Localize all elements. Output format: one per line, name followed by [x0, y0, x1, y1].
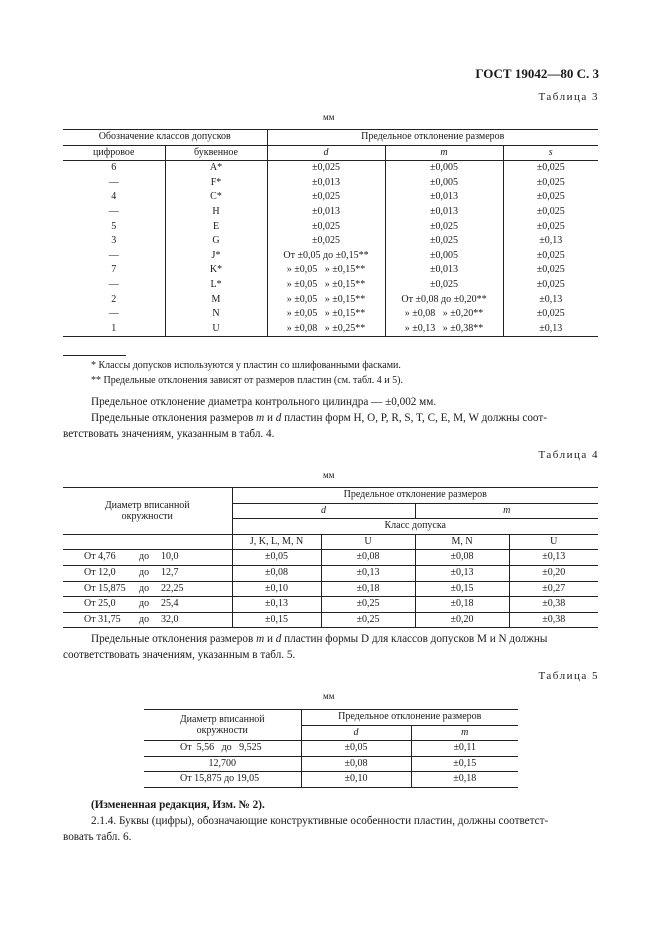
table3-cell-dev-s: ±0,025 [536, 176, 565, 188]
table3-cell-dev-d: » ±0,08 » ±0,25** [267, 322, 385, 337]
table4-cell-deviation: ±0,15 [415, 581, 509, 597]
table3-cell-dev-m: От ±0,08 до ±0,20** [385, 293, 503, 308]
table5-cell-diameter: 12,700 [144, 756, 301, 772]
table3-header-m: m [385, 145, 503, 161]
table3-cell-letter-class: L* [165, 278, 267, 293]
table3-cell-dev-s: ±0,025 [536, 278, 565, 290]
table3-row [63, 263, 598, 278]
table3-cell-dev-d: » ±0,05 » ±0,15** [267, 293, 385, 308]
table4-cell-deviation: ±0,25 [321, 597, 415, 613]
table3-cell-letter-class: F* [165, 176, 267, 191]
table3-cell-numeric-class: 2 [63, 293, 165, 308]
table3-cell-dev-d: ±0,013 [267, 205, 385, 220]
table3-cell-dev-m: ±0,025 [385, 234, 503, 249]
table3-cell-dev-s: ±0,025 [536, 249, 565, 261]
table4-header-blank [63, 534, 232, 550]
table4-unit: мм [323, 470, 335, 480]
table4-cell-deviation: ±0,13 [232, 597, 321, 613]
table4-row [63, 612, 598, 628]
table3-cell-numeric-class: 5 [63, 220, 165, 235]
table3-cell-dev-s: ±0,025 [536, 308, 565, 320]
table3-cell-dev-s: ±0,025 [536, 205, 565, 217]
table4-header-class-jklmn: J, K, L, M, N [232, 534, 321, 550]
table4-cell-deviation: ±0,18 [415, 597, 509, 613]
table4-cell-deviation: ±0,08 [232, 565, 321, 581]
table3-cell-dev-m: ±0,025 [385, 278, 503, 293]
table4-header-diameter-line2: окружности [121, 510, 173, 522]
table4-row [63, 550, 598, 566]
table4-header-diameter-line1: Диаметр вписанной [104, 499, 190, 511]
table4-range-toval: 22,25 [161, 582, 184, 594]
table4-cell-deviation: ±0,13 [415, 565, 509, 581]
table3-cell-letter-class: U [165, 322, 267, 337]
table3-cell-letter-class: H [165, 205, 267, 220]
table3-row [63, 293, 598, 308]
table4-range-to: до [139, 582, 150, 594]
table3-row [63, 307, 598, 322]
table5-cell-deviation: ±0,08 [301, 756, 411, 772]
table4-cell-deviation: ±0,08 [321, 550, 415, 566]
paragraph-2-1-4-line1: 2.1.4. Буквы (цифры), обозначающие конструктивные особенности пластин, должны соответст- [91, 815, 549, 827]
table3-row [63, 161, 598, 176]
table3-cell-numeric-class: — [63, 249, 165, 264]
table4-range-from: От 4,76 [84, 551, 116, 563]
table3-cell-numeric-class: 6 [63, 161, 165, 176]
table3-cell-numeric-class: — [63, 278, 165, 293]
table4-cell-diameter-range [63, 612, 232, 628]
table4-cell-diameter-range [63, 597, 232, 613]
table3-cell-dev-s: ±0,025 [536, 220, 565, 232]
table4-cell-deviation: ±0,20 [415, 612, 509, 628]
table3-header-classes: Обозначение классов допусков [63, 130, 267, 146]
table3-cell-numeric-class: — [63, 307, 165, 322]
table3-row [63, 278, 598, 293]
table3-cell-dev-s: ±0,13 [539, 322, 563, 334]
table4-header-class: Класс допуска [384, 520, 446, 532]
table3-cell-letter-class: N [165, 307, 267, 322]
table4-range-from: От 12,0 [84, 566, 116, 578]
table3-cell-numeric-class: 7 [63, 263, 165, 278]
edition-note: (Измененная редакция, Изм. № 2). [91, 799, 265, 811]
table5-cell-deviation: ±0,18 [453, 773, 477, 785]
paragraph-form-d-line2: соответствовать значениям, указанным в табл. 5. [63, 649, 296, 661]
paragraph-cylinder: Предельное отклонение диаметра контрольного цилиндра — ±0,002 мм. [91, 396, 437, 408]
table5 [144, 709, 518, 788]
table3-cell-dev-d: » ±0,05 » ±0,15** [267, 307, 385, 322]
table4-header-deviation: Предельное отклонение размеров [232, 488, 598, 504]
table4-range-from: От 15,875 [84, 582, 126, 594]
table3-cell-dev-s: ±0,13 [539, 293, 563, 305]
table4-cell-deviation: ±0,05 [232, 550, 321, 566]
table3-header-s: s [548, 146, 553, 158]
table3-cell-dev-m: » ±0,13 » ±0,38** [385, 322, 503, 337]
table5-cell-deviation: ±0,05 [301, 741, 411, 757]
table3-cell-dev-d: ±0,025 [267, 161, 385, 176]
table3-cell-numeric-class: 1 [63, 322, 165, 337]
table3-row [63, 220, 598, 235]
table3-row [63, 234, 598, 249]
paragraph-form-d-line1: Предельные отклонения размеров m и d пластин формы D для классов допусков M и N должны [91, 633, 548, 645]
table4 [63, 487, 598, 628]
table3-cell-dev-m: ±0,005 [385, 176, 503, 191]
table4-cell-deviation: ±0,10 [232, 581, 321, 597]
table4-range-toval: 10,0 [161, 551, 179, 563]
table3-cell-letter-class: A* [165, 161, 267, 176]
table4-cell-deviation: ±0,08 [415, 550, 509, 566]
table3-cell-numeric-class: — [63, 205, 165, 220]
paragraph-2-1-4-line2: вовать табл. 6. [63, 831, 132, 843]
table3-cell-letter-class: E [165, 220, 267, 235]
table5-body [144, 741, 518, 788]
table3-cell-numeric-class: 4 [63, 190, 165, 205]
table3-row [63, 249, 598, 264]
table5-label: Таблица 5 [538, 670, 599, 682]
table5-cell-diameter: От 5,56 до 9,525 [144, 741, 301, 757]
table3-cell-numeric-class: 3 [63, 234, 165, 249]
table4-cell-diameter-range [63, 550, 232, 566]
table4-range-toval: 32,0 [161, 613, 179, 625]
table4-header-class-mn: M, N [415, 534, 509, 550]
table3-cell-dev-s: ±0,025 [536, 264, 565, 276]
table5-header-d: d [301, 725, 411, 741]
table4-cell-deviation: ±0,13 [542, 551, 566, 563]
table3-row [63, 176, 598, 191]
table4-cell-diameter-range [63, 581, 232, 597]
table3-cell-letter-class: K* [165, 263, 267, 278]
table3-header-letter: буквенное [165, 145, 267, 161]
table3-cell-dev-m: ±0,005 [385, 249, 503, 264]
paragraph-forms-line2: ветствовать значениям, указанным в табл. 4. [63, 428, 275, 440]
table4-row [63, 581, 598, 597]
table5-header-diameter-line1: Диаметр вписанной [179, 714, 265, 726]
table3-label: Таблица 3 [538, 91, 599, 103]
table3-cell-letter-class: G [165, 234, 267, 249]
table4-cell-deviation: ±0,18 [321, 581, 415, 597]
table4-range-from: От 25,0 [84, 598, 116, 610]
table3 [63, 129, 598, 337]
table4-range-to: до [139, 613, 150, 625]
table3-cell-dev-d: ±0,025 [267, 220, 385, 235]
table3-cell-dev-m: » ±0,08 » ±0,20** [385, 307, 503, 322]
table3-cell-letter-class: J* [165, 249, 267, 264]
table3-cell-letter-class: C* [165, 190, 267, 205]
footnote-1: * Классы допусков используются у пластин со шлифованными фасками. [91, 360, 401, 371]
table3-cell-dev-m: ±0,013 [385, 263, 503, 278]
table4-label: Таблица 4 [538, 449, 599, 461]
table3-header-deviation: Предельное отклонение размеров [361, 131, 505, 142]
table3-row [63, 205, 598, 220]
table3-cell-dev-d: » ±0,05 » ±0,15** [267, 278, 385, 293]
table3-cell-letter-class: M [165, 293, 267, 308]
table4-header-class-u-d: U [321, 534, 415, 550]
table4-row [63, 565, 598, 581]
table4-cell-deviation: ±0,38 [542, 598, 566, 610]
table4-cell-diameter-range [63, 565, 232, 581]
table3-cell-dev-s: ±0,025 [536, 162, 565, 174]
table3-unit: мм [323, 112, 335, 122]
footnote-2: ** Предельные отклонения зависят от размеров пластин (см. табл. 4 и 5). [91, 375, 403, 386]
table4-cell-deviation: ±0,13 [321, 565, 415, 581]
table4-cell-deviation: ±0,15 [232, 612, 321, 628]
table3-cell-dev-s: ±0,025 [536, 191, 565, 203]
table3-row [63, 190, 598, 205]
table4-range-from: От 31,75 [84, 613, 121, 625]
table3-cell-dev-d: От ±0,05 до ±0,15** [267, 249, 385, 264]
table5-row [144, 772, 518, 788]
table3-cell-dev-d: ±0,013 [267, 176, 385, 191]
table4-header-d: d [232, 503, 415, 519]
table3-cell-dev-m: ±0,013 [385, 190, 503, 205]
table3-cell-dev-d: » ±0,05 » ±0,15** [267, 263, 385, 278]
table5-cell-diameter: От 15,875 до 19,05 [144, 772, 301, 788]
table3-cell-dev-m: ±0,025 [385, 220, 503, 235]
table5-header-diameter-line2: окружности [196, 725, 248, 737]
table3-body [63, 161, 598, 337]
table3-cell-dev-d: ±0,025 [267, 234, 385, 249]
table3-cell-dev-s: ±0,13 [539, 235, 563, 247]
table5-cell-deviation: ±0,11 [453, 742, 477, 754]
table4-cell-deviation: ±0,38 [542, 613, 566, 625]
table4-range-toval: 25,4 [161, 598, 179, 610]
table4-body [63, 550, 598, 628]
table3-header-numeric: цифровое [63, 145, 165, 161]
table5-cell-deviation: ±0,15 [453, 757, 477, 769]
table3-cell-dev-m: ±0,005 [385, 161, 503, 176]
table3-cell-numeric-class: — [63, 176, 165, 191]
table4-cell-deviation: ±0,25 [321, 612, 415, 628]
table4-range-to: до [139, 566, 150, 578]
table5-header-deviation: Предельное отклонение размеров [301, 710, 518, 726]
table4-header-m: m [503, 504, 511, 516]
table5-cell-deviation: ±0,10 [301, 772, 411, 788]
table4-header-diameter [63, 488, 232, 535]
table3-cell-dev-m: ±0,013 [385, 205, 503, 220]
page-header: ГОСТ 19042—80 С. 3 [475, 66, 599, 81]
table4-range-to: до [139, 598, 150, 610]
table3-cell-dev-d: ±0,025 [267, 190, 385, 205]
table4-cell-deviation: ±0,20 [542, 566, 566, 578]
table4-range-to: до [139, 551, 150, 563]
paragraph-forms-line1: Предельные отклонения размеров m и d пластин форм H, O, P, R, S, T, C, E, M, W должны соот- [91, 412, 547, 424]
footnote-separator [63, 355, 126, 356]
table3-header-d: d [267, 145, 385, 161]
table4-cell-deviation: ±0,27 [542, 582, 566, 594]
table5-row [144, 756, 518, 772]
table3-row [63, 322, 598, 337]
table5-header-m: m [461, 726, 469, 738]
table5-row [144, 741, 518, 757]
table4-row [63, 597, 598, 613]
table4-range-toval: 12,7 [161, 566, 179, 578]
table5-header-diameter [144, 710, 301, 741]
table5-unit: мм [323, 691, 335, 701]
table4-header-class-u-m: U [550, 535, 558, 547]
